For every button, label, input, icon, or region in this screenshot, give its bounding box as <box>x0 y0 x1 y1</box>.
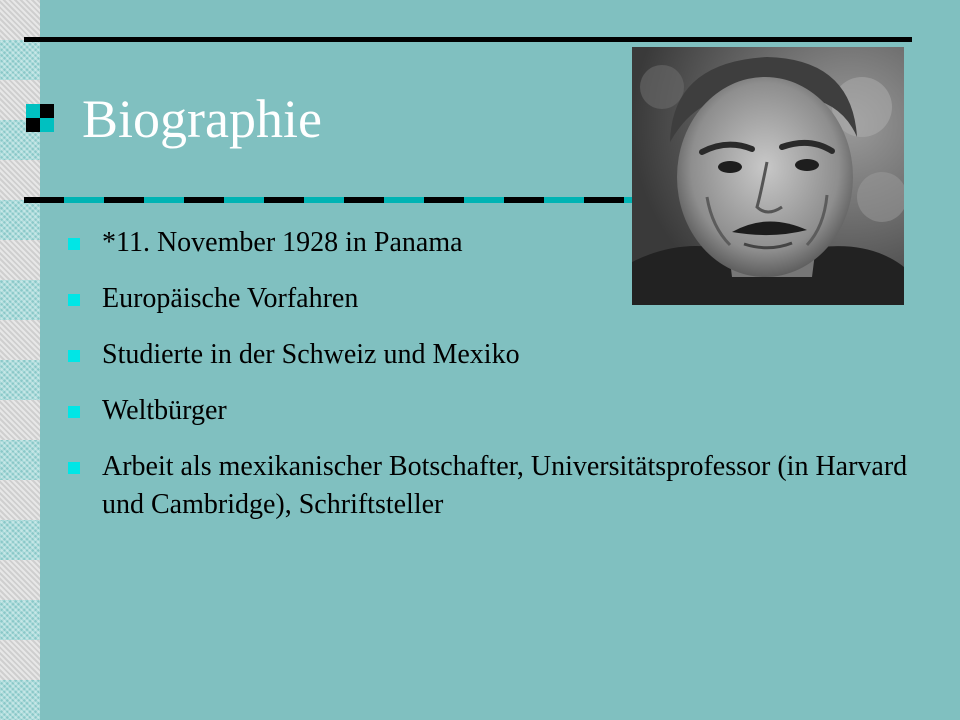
bullet-square-icon <box>68 238 80 250</box>
slide-title: Biographie <box>82 89 322 149</box>
strip-block <box>0 640 40 680</box>
strip-block <box>0 400 40 440</box>
bullet-square-icon <box>68 294 80 306</box>
strip-block <box>0 480 40 520</box>
strip-block <box>0 240 40 280</box>
list-item <box>66 280 926 318</box>
strip-block <box>0 0 40 40</box>
strip-block <box>0 320 40 360</box>
bullet-square-icon <box>68 462 80 474</box>
bullet-square-icon <box>68 406 80 418</box>
bullet-square-icon <box>68 350 80 362</box>
title-square-icon <box>26 104 54 132</box>
list-item <box>66 336 926 374</box>
bullet-text: Weltbürger <box>102 395 227 426</box>
bullet-text: Europäische Vorfahren <box>102 283 359 314</box>
top-rule <box>24 37 912 42</box>
title-dashed-rule <box>24 197 636 203</box>
bullet-text: Arbeit als mexikanischer Botschafter, Universitätsprofessor (in Harvard und Cambridge), Schriftsteller <box>102 451 908 520</box>
list-item <box>66 392 926 430</box>
bullet-list <box>66 224 926 542</box>
list-item <box>66 224 926 262</box>
bullet-text: *11. November 1928 in Panama <box>102 227 463 258</box>
strip-block <box>0 560 40 600</box>
strip-block <box>0 160 40 200</box>
list-item <box>66 448 926 524</box>
bullet-text: Studierte in der Schweiz und Mexiko <box>102 339 520 370</box>
